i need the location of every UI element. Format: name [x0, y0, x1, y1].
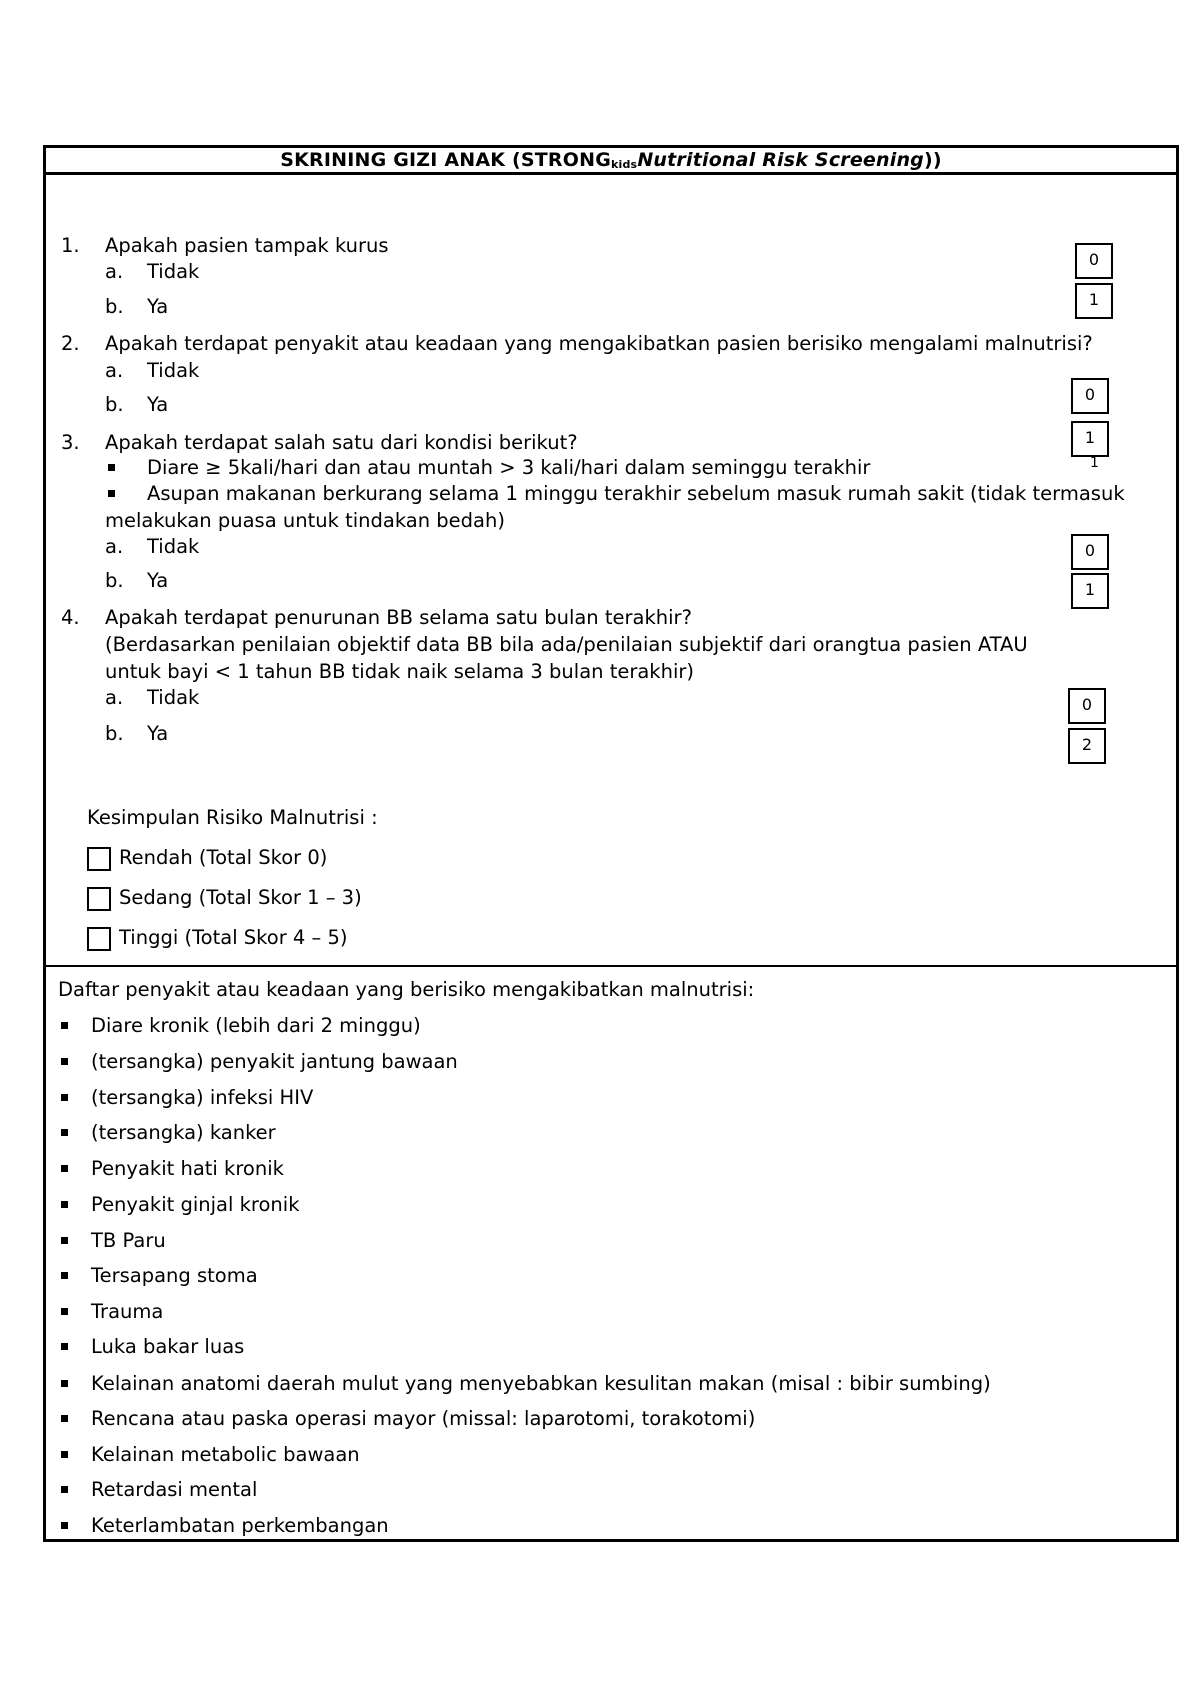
- question-number: 4.: [61, 606, 80, 629]
- option-label: Ya: [147, 393, 169, 416]
- disease-list-heading: Daftar penyakit atau keadaan yang berisiko mengakibatkan malnutrisi:: [58, 978, 755, 1001]
- bullet-marker: [61, 1522, 68, 1529]
- bullet-marker: [61, 1165, 68, 1172]
- score-box[interactable]: 0: [1071, 534, 1109, 570]
- score-box[interactable]: 0: [1068, 688, 1106, 724]
- bullet-marker: [61, 1129, 68, 1136]
- question-number: 3.: [61, 431, 80, 454]
- form-title: [46, 148, 1176, 175]
- option-label: Tidak: [147, 686, 200, 709]
- bullet-marker: [61, 1343, 68, 1350]
- title-end: )): [924, 149, 942, 171]
- list-item: Penyakit ginjal kronik: [91, 1193, 300, 1216]
- bullet-marker: [61, 1022, 68, 1029]
- risk-low-checkbox[interactable]: [87, 847, 111, 871]
- option-label: Ya: [147, 722, 169, 745]
- list-item: Penyakit hati kronik: [91, 1157, 284, 1180]
- option-letter: b.: [105, 569, 124, 592]
- bullet-marker: [61, 1058, 68, 1065]
- option-label: Tidak: [147, 359, 200, 382]
- option-letter: b.: [105, 295, 124, 318]
- option-letter: a.: [105, 686, 124, 709]
- list-item: Trauma: [91, 1300, 164, 1323]
- bullet-marker: [61, 1201, 68, 1208]
- option-letter: a.: [105, 359, 124, 382]
- risk-high-checkbox[interactable]: [87, 927, 111, 951]
- bullet-marker: [61, 1272, 68, 1279]
- title-main: SKRINING GIZI ANAK (STRONG: [280, 149, 611, 171]
- option-label: Tidak: [147, 260, 200, 283]
- score-box[interactable]: 0: [1075, 243, 1113, 279]
- risk-medium-label: Sedang (Total Skor 1 – 3): [119, 886, 362, 909]
- conclusion-label: Kesimpulan Risiko Malnutrisi :: [87, 806, 378, 829]
- list-item: Retardasi mental: [91, 1478, 258, 1501]
- question-note: untuk bayi < 1 tahun BB tidak naik selama 3 bulan terakhir): [105, 660, 694, 683]
- screening-form: [43, 145, 1179, 1542]
- bullet-marker: [108, 464, 115, 471]
- condition-continuation: melakukan puasa untuk tindakan bedah): [105, 509, 505, 532]
- score-box[interactable]: 1: [1071, 421, 1109, 457]
- option-letter: b.: [105, 393, 124, 416]
- option-letter: a.: [105, 260, 124, 283]
- score-box[interactable]: 1: [1075, 283, 1113, 319]
- list-item: Kelainan anatomi daerah mulut yang menyebabkan kesulitan makan (misal : bibir sumbing): [91, 1372, 991, 1395]
- option-label: Ya: [147, 295, 169, 318]
- section-divider: [46, 965, 1176, 967]
- list-item: Luka bakar luas: [91, 1335, 245, 1358]
- option-letter: a.: [105, 535, 124, 558]
- bullet-marker: [108, 490, 115, 497]
- list-item: Tersapang stoma: [91, 1264, 258, 1287]
- stray-mark: 1: [1090, 455, 1099, 471]
- question-note: (Berdasarkan penilaian objektif data BB bila ada/penilaian subjektif dari orangtua pasien ATAU: [105, 633, 1028, 656]
- bullet-marker: [61, 1237, 68, 1244]
- list-item: Keterlambatan perkembangan: [91, 1514, 389, 1537]
- list-item: Kelainan metabolic bawaan: [91, 1443, 360, 1466]
- risk-low-label: Rendah (Total Skor 0): [119, 846, 328, 869]
- question-text: Apakah terdapat penurunan BB selama satu bulan terakhir?: [105, 606, 692, 629]
- option-label: Ya: [147, 569, 169, 592]
- question-text: Apakah terdapat penyakit atau keadaan yang mengakibatkan pasien berisiko mengalami malnutrisi?: [105, 332, 1093, 355]
- title-subscript: kids: [611, 158, 638, 171]
- bullet-marker: [61, 1486, 68, 1493]
- condition-item: Asupan makanan berkurang selama 1 minggu terakhir sebelum masuk rumah sakit (tidak termasuk: [147, 482, 1125, 505]
- risk-high-label: Tinggi (Total Skor 4 – 5): [119, 926, 348, 949]
- list-item: (tersangka) kanker: [91, 1121, 276, 1144]
- list-item: (tersangka) penyakit jantung bawaan: [91, 1050, 458, 1073]
- list-item: TB Paru: [91, 1229, 166, 1252]
- question-number: 2.: [61, 332, 80, 355]
- risk-medium-checkbox[interactable]: [87, 887, 111, 911]
- bullet-marker: [61, 1094, 68, 1101]
- question-text: Apakah pasien tampak kurus: [105, 234, 389, 257]
- question-number: 1.: [61, 234, 80, 257]
- score-box[interactable]: 2: [1068, 728, 1106, 764]
- score-box[interactable]: 1: [1071, 573, 1109, 609]
- score-box[interactable]: 0: [1071, 378, 1109, 414]
- condition-item: Diare ≥ 5kali/hari dan atau muntah > 3 kali/hari dalam seminggu terakhir: [147, 456, 871, 479]
- option-label: Tidak: [147, 535, 200, 558]
- bullet-marker: [61, 1451, 68, 1458]
- bullet-marker: [61, 1415, 68, 1422]
- list-item: Rencana atau paska operasi mayor (missal: laparotomi, torakotomi): [91, 1407, 756, 1430]
- question-text: Apakah terdapat salah satu dari kondisi berikut?: [105, 431, 578, 454]
- list-item: (tersangka) infeksi HIV: [91, 1086, 314, 1109]
- option-letter: b.: [105, 722, 124, 745]
- title-italic: Nutritional Risk Screening: [637, 149, 924, 171]
- bullet-marker: [61, 1308, 68, 1315]
- list-item: Diare kronik (lebih dari 2 minggu): [91, 1014, 421, 1037]
- bullet-marker: [61, 1380, 68, 1387]
